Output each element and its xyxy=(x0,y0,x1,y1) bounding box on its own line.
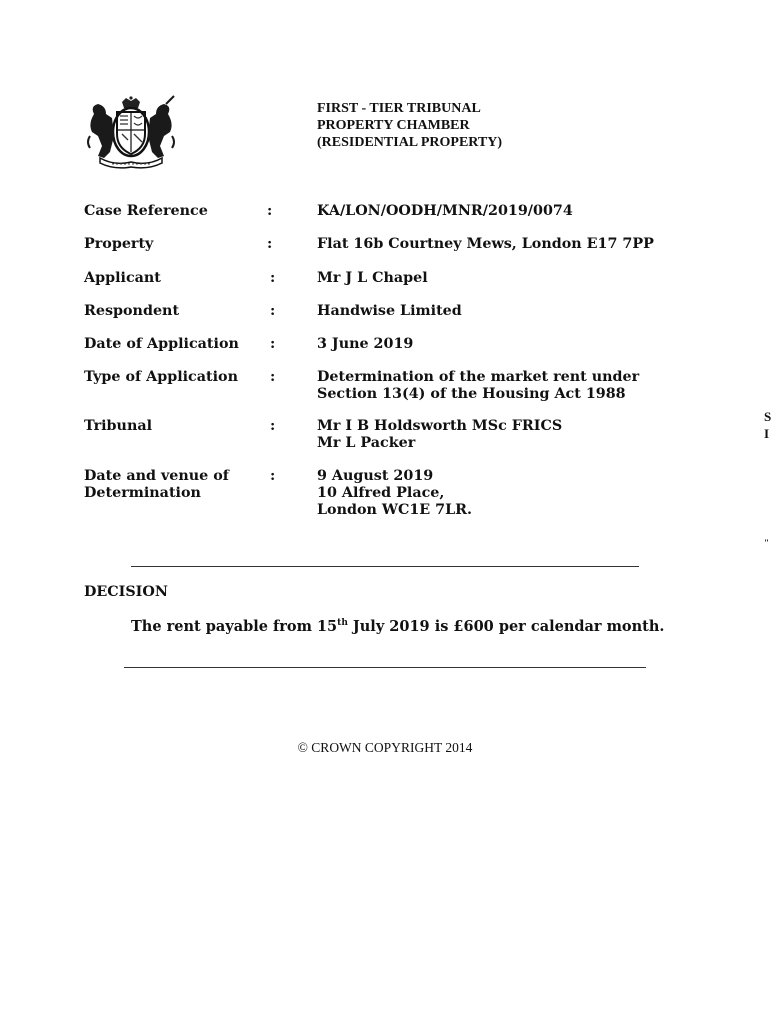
edge-fragment-3: " xyxy=(764,538,769,548)
date-of-application-value: 3 June 2019 xyxy=(317,336,414,352)
header-line-2: PROPERTY CHAMBER xyxy=(317,118,470,133)
divider-bottom xyxy=(124,667,646,668)
applicant-value: Mr J L Chapel xyxy=(317,270,428,286)
type-of-application-value xyxy=(317,369,677,403)
colon: : xyxy=(267,203,273,219)
venue-line-2: London WC1E 7LR. xyxy=(317,502,473,518)
colon: : xyxy=(270,468,276,484)
tribunal-label: Tribunal xyxy=(84,418,153,434)
edge-fragment-2: I xyxy=(764,426,770,441)
decision-text xyxy=(131,618,664,635)
divider-top xyxy=(131,566,639,567)
date-of-application-label: Date of Application xyxy=(84,336,239,352)
respondent-label: Respondent xyxy=(84,303,180,319)
type-of-application-value-line-2: Section 13(4) of the Housing Act 1988 xyxy=(317,386,626,402)
tribunal-header xyxy=(317,100,502,151)
edge-fragment-1: S xyxy=(764,409,771,424)
respondent-value: Handwise Limited xyxy=(317,303,462,319)
venue-line-1: 10 Alfred Place, xyxy=(317,485,445,501)
colon: : xyxy=(270,303,276,319)
copyright-notice: © CROWN COPYRIGHT 2014 xyxy=(297,740,473,755)
determination-date: 9 August 2019 xyxy=(317,468,434,484)
decision-heading: DECISION xyxy=(84,584,168,600)
decision-text-before: The rent payable from 15 xyxy=(131,618,338,635)
date-and-venue-label-line-2: Determination xyxy=(84,485,201,501)
colon: : xyxy=(270,369,276,385)
colon: : xyxy=(270,418,276,434)
colon: : xyxy=(267,236,273,252)
type-of-application-label: Type of Application xyxy=(84,369,238,385)
colon: : xyxy=(270,336,276,352)
property-label: Property xyxy=(84,236,154,252)
decision-text-after: July 2019 is £600 per calendar month. xyxy=(347,618,665,635)
date-and-venue-label xyxy=(84,468,254,502)
case-reference-value: KA/LON/OODH/MNR/2019/0074 xyxy=(317,203,573,219)
royal-coat-of-arms-icon xyxy=(84,96,178,168)
tribunal-member-2: Mr L Packer xyxy=(317,435,416,451)
header-line-1: FIRST - TIER TRIBUNAL xyxy=(317,101,481,116)
header-line-3: (RESIDENTIAL PROPERTY) xyxy=(317,135,503,150)
property-value: Flat 16b Courtney Mews, London E17 7PP xyxy=(317,236,654,252)
decision-superscript: th xyxy=(337,618,348,629)
tribunal-value xyxy=(317,418,677,452)
date-and-venue-value xyxy=(317,468,677,519)
date-and-venue-label-line-1: Date and venue of xyxy=(84,468,229,484)
case-reference-label: Case Reference xyxy=(84,203,208,219)
tribunal-member-1: Mr I B Holdsworth MSc FRICS xyxy=(317,418,563,434)
type-of-application-value-line-1: Determination of the market rent under xyxy=(317,369,640,385)
applicant-label: Applicant xyxy=(84,270,161,286)
colon: : xyxy=(270,270,276,286)
